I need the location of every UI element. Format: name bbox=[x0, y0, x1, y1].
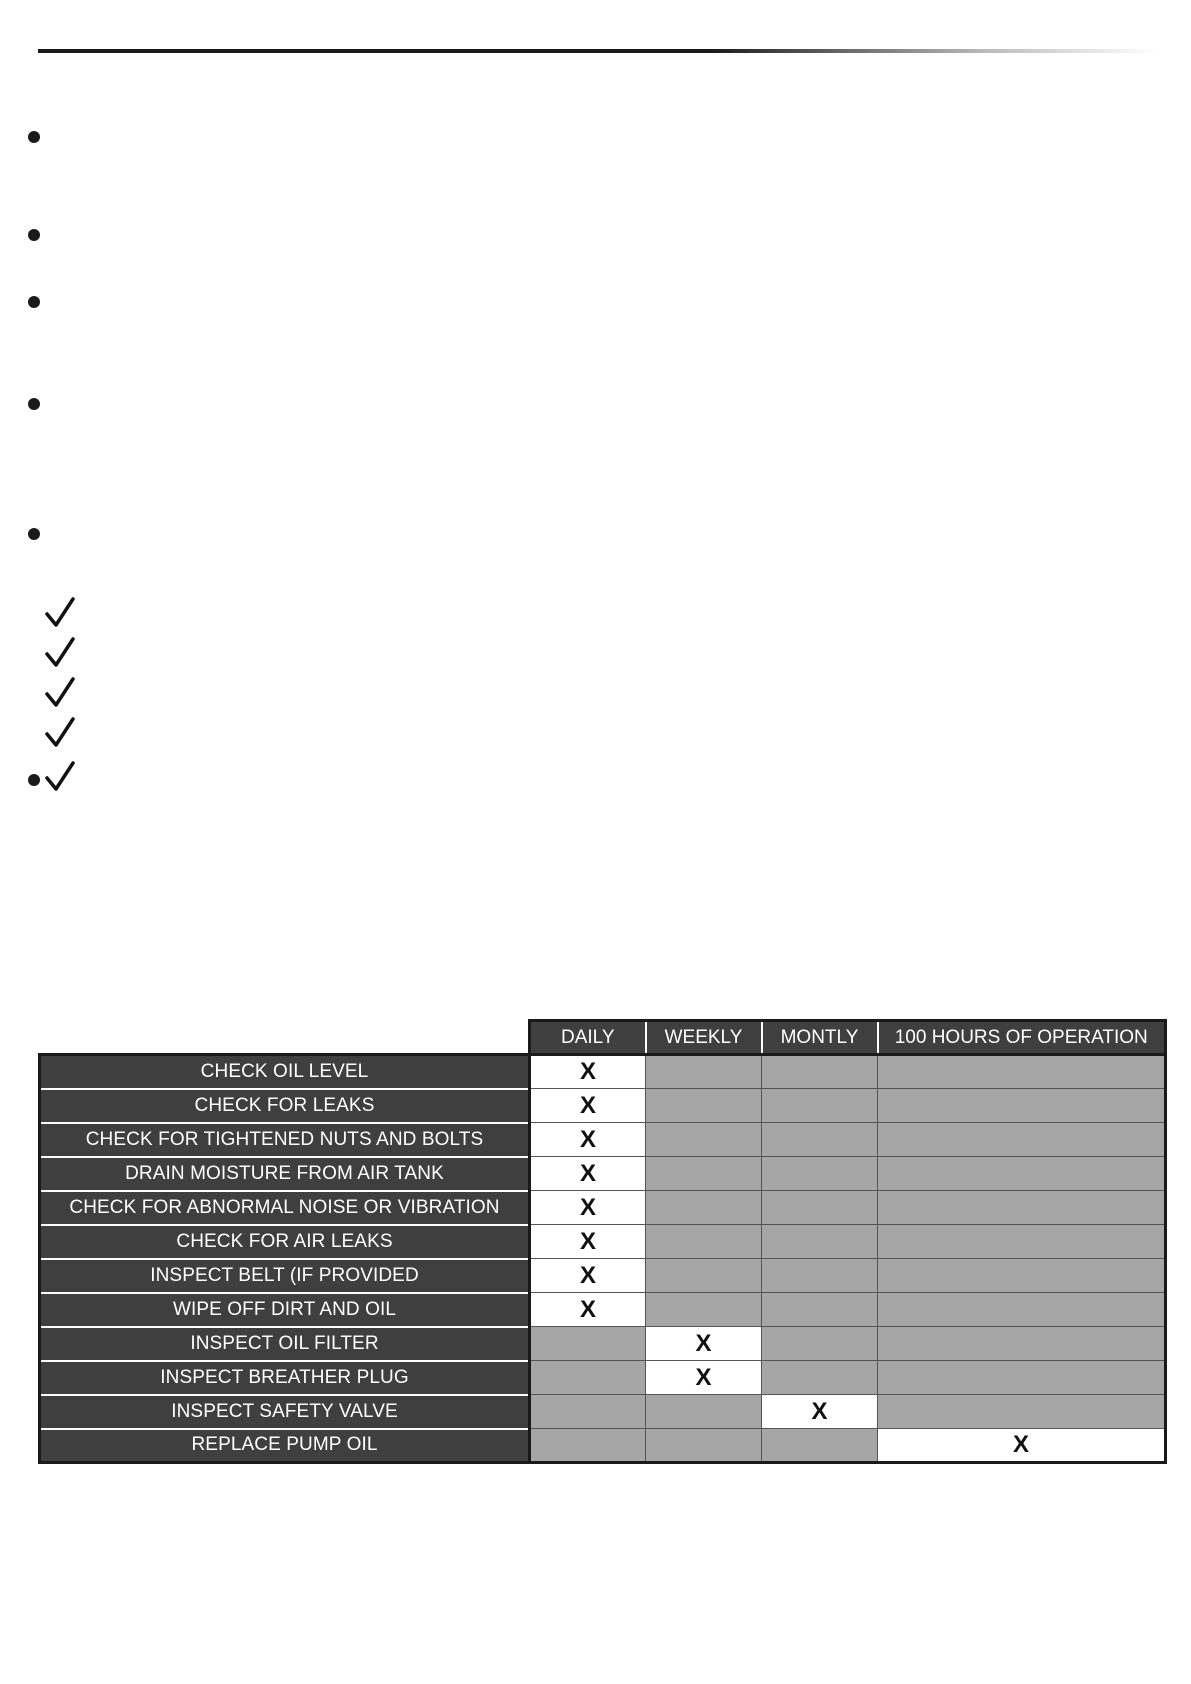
interval-cell-empty bbox=[762, 1055, 878, 1089]
bullet-marker bbox=[28, 774, 40, 786]
task-label: DRAIN MOISTURE FROM AIR TANK bbox=[40, 1157, 530, 1191]
bullet-marker bbox=[28, 131, 40, 143]
interval-mark: X bbox=[878, 1429, 1166, 1463]
interval-cell-empty bbox=[878, 1055, 1166, 1089]
checkmark-icon bbox=[45, 676, 75, 708]
column-header-100-hours: 100 HOURS OF OPERATION bbox=[878, 1021, 1166, 1055]
interval-cell-empty bbox=[646, 1123, 762, 1157]
table-row bbox=[40, 1361, 1166, 1395]
interval-cell-empty bbox=[530, 1395, 646, 1429]
interval-cell-empty bbox=[762, 1429, 878, 1463]
table-row bbox=[40, 1123, 1166, 1157]
checkmark-icon bbox=[45, 760, 75, 792]
interval-mark: X bbox=[530, 1055, 646, 1089]
interval-cell-empty bbox=[646, 1089, 762, 1123]
interval-cell-empty bbox=[878, 1089, 1166, 1123]
interval-mark: X bbox=[530, 1123, 646, 1157]
interval-cell-empty bbox=[646, 1157, 762, 1191]
task-label: INSPECT SAFETY VALVE bbox=[40, 1395, 530, 1429]
interval-mark: X bbox=[762, 1395, 878, 1429]
checkmark-icon bbox=[45, 596, 75, 628]
table-row bbox=[40, 1293, 1166, 1327]
task-label: CHECK FOR AIR LEAKS bbox=[40, 1225, 530, 1259]
task-label: INSPECT OIL FILTER bbox=[40, 1327, 530, 1361]
interval-cell-empty bbox=[762, 1191, 878, 1225]
interval-mark: X bbox=[530, 1191, 646, 1225]
interval-cell-empty bbox=[878, 1395, 1166, 1429]
interval-cell-empty bbox=[762, 1089, 878, 1123]
interval-cell-empty bbox=[878, 1191, 1166, 1225]
interval-mark: X bbox=[530, 1259, 646, 1293]
interval-cell-empty bbox=[878, 1259, 1166, 1293]
maintenance-schedule-table bbox=[38, 1019, 1167, 1464]
interval-cell-empty bbox=[762, 1327, 878, 1361]
column-header-weekly: WEEKLY bbox=[646, 1021, 762, 1055]
header-spacer bbox=[40, 1021, 530, 1055]
bullet-marker bbox=[28, 296, 40, 308]
interval-cell-empty bbox=[878, 1225, 1166, 1259]
column-header-daily: DAILY bbox=[530, 1021, 646, 1055]
task-label: INSPECT BELT (IF PROVIDED bbox=[40, 1259, 530, 1293]
header-rule bbox=[38, 49, 1158, 53]
schedule-grid bbox=[38, 1019, 1167, 1464]
interval-cell-empty bbox=[646, 1259, 762, 1293]
interval-mark: X bbox=[646, 1327, 762, 1361]
interval-cell-empty bbox=[646, 1225, 762, 1259]
interval-cell-empty bbox=[762, 1293, 878, 1327]
interval-cell-empty bbox=[878, 1123, 1166, 1157]
interval-cell-empty bbox=[762, 1123, 878, 1157]
table-row bbox=[40, 1429, 1166, 1463]
table-row bbox=[40, 1055, 1166, 1089]
interval-cell-empty bbox=[646, 1191, 762, 1225]
interval-cell-empty bbox=[878, 1293, 1166, 1327]
header-row bbox=[40, 1021, 1166, 1055]
checkmark-icon bbox=[45, 716, 75, 748]
interval-cell-empty bbox=[646, 1395, 762, 1429]
table-row bbox=[40, 1259, 1166, 1293]
interval-cell-empty bbox=[646, 1055, 762, 1089]
interval-cell-empty bbox=[878, 1327, 1166, 1361]
interval-cell-empty bbox=[762, 1225, 878, 1259]
interval-cell-empty bbox=[646, 1293, 762, 1327]
interval-cell-empty bbox=[530, 1327, 646, 1361]
interval-cell-empty bbox=[530, 1429, 646, 1463]
table-row bbox=[40, 1157, 1166, 1191]
checkmark-icon bbox=[45, 636, 75, 668]
task-label: WIPE OFF DIRT AND OIL bbox=[40, 1293, 530, 1327]
task-label: REPLACE PUMP OIL bbox=[40, 1429, 530, 1463]
interval-cell-empty bbox=[762, 1361, 878, 1395]
column-header-monthly: MONTLY bbox=[762, 1021, 878, 1055]
interval-mark: X bbox=[646, 1361, 762, 1395]
task-label: CHECK FOR LEAKS bbox=[40, 1089, 530, 1123]
table-row bbox=[40, 1089, 1166, 1123]
interval-cell-empty bbox=[878, 1361, 1166, 1395]
table-row bbox=[40, 1191, 1166, 1225]
interval-cell-empty bbox=[878, 1157, 1166, 1191]
task-label: INSPECT BREATHER PLUG bbox=[40, 1361, 530, 1395]
table-row bbox=[40, 1327, 1166, 1361]
interval-mark: X bbox=[530, 1225, 646, 1259]
table-row bbox=[40, 1225, 1166, 1259]
interval-cell-empty bbox=[762, 1157, 878, 1191]
table-row bbox=[40, 1395, 1166, 1429]
task-label: CHECK FOR ABNORMAL NOISE OR VIBRATION bbox=[40, 1191, 530, 1225]
interval-mark: X bbox=[530, 1089, 646, 1123]
task-label: CHECK OIL LEVEL bbox=[40, 1055, 530, 1089]
interval-cell-empty bbox=[646, 1429, 762, 1463]
task-label: CHECK FOR TIGHTENED NUTS AND BOLTS bbox=[40, 1123, 530, 1157]
bullet-marker bbox=[28, 398, 40, 410]
interval-cell-empty bbox=[530, 1361, 646, 1395]
interval-cell-empty bbox=[762, 1259, 878, 1293]
interval-mark: X bbox=[530, 1293, 646, 1327]
bullet-marker bbox=[28, 528, 40, 540]
bullet-marker bbox=[28, 229, 40, 241]
interval-mark: X bbox=[530, 1157, 646, 1191]
